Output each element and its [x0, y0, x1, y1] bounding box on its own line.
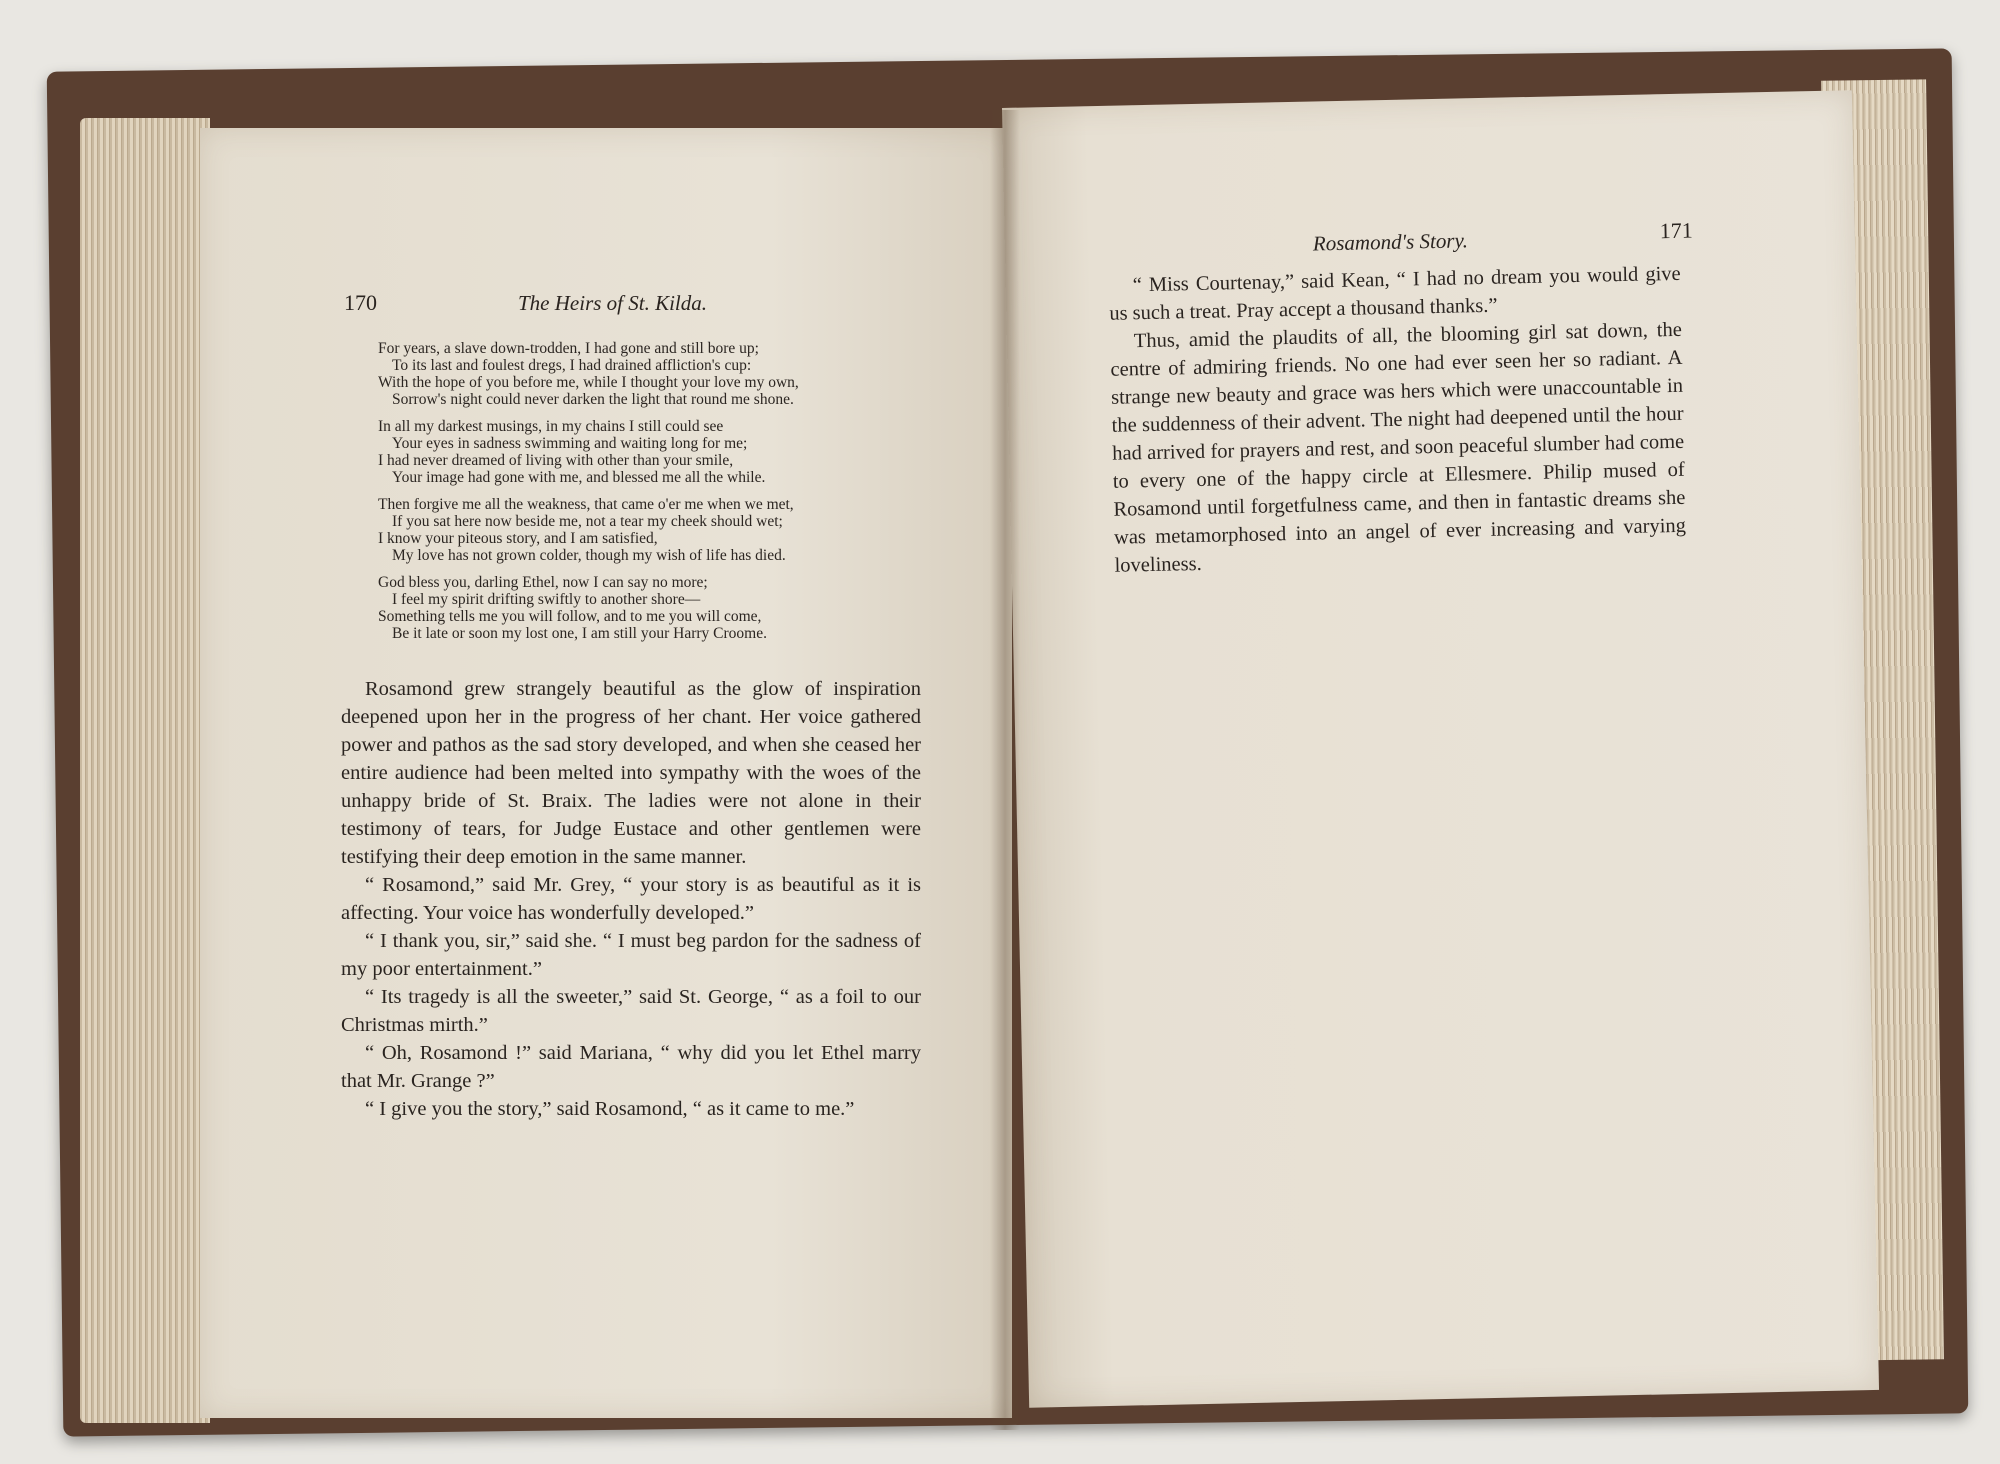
right-paragraph: “ Miss Courtenay,” said Kean, “ I had no dream you would give us such a treat. Pray accept a thousand thanks.” [1109, 262, 1681, 325]
poem-line: Sorrow's night could never darken the light that round me shone. [392, 391, 794, 408]
poem-line: Something tells me you will follow, and to me you will come, [378, 608, 762, 625]
poem-line: Your eyes in sadness swimming and waiting long for me; [392, 435, 748, 452]
left-page-text [341, 675, 921, 1123]
left-running-head: The Heirs of St. Kilda. [518, 291, 708, 315]
poem-line: With the hope of you before me, while I thought your love my own, [378, 374, 799, 391]
poem-line: In all my darkest musings, in my chains I still could see [378, 418, 724, 435]
right-page [1002, 90, 1879, 1408]
poem-line: God bless you, darling Ethel, now I can say no more; [378, 574, 708, 591]
book-gutter [990, 110, 1020, 1430]
page-edges-left [80, 118, 210, 1423]
poem-line: If you sat here now beside me, not a tear my cheek should wet; [392, 513, 783, 530]
poem [378, 340, 938, 652]
left-paragraph: “ Oh, Rosamond !” said Mariana, “ why did you let Ethel marry that Mr. Grange ?” [341, 1042, 921, 1092]
right-page-text [1108, 260, 1686, 580]
poem-stanza [378, 418, 938, 486]
right-running-head: Rosamond's Story. [1312, 228, 1469, 256]
left-paragraph: “ I give you the story,” said Rosamond, “ as it came to me.” [365, 1098, 855, 1120]
poem-line: I know your piteous story, and I am satisfied, [378, 530, 658, 547]
poem-line: Be it late or soon my lost one, I am still your Harry Croome. [392, 625, 767, 642]
poem-line: For years, a slave down-trodden, I had gone and still bore up; [378, 340, 759, 357]
left-page-number: 170 [344, 290, 377, 315]
poem-line: I had never dreamed of living with other than your smile, [378, 452, 734, 469]
poem-line: To its last and foulest dregs, I had drained affliction's cup: [392, 357, 752, 374]
poem-line: My love has not grown colder, though my wish of life has died. [392, 547, 786, 564]
poem-line: Your image had gone with me, and blessed me all the while. [392, 469, 766, 486]
left-paragraph: “ Rosamond,” said Mr. Grey, “ your story is as beautiful as it is affecting. Your voice has wonderfully developed.” [341, 874, 921, 924]
poem-stanza [378, 340, 938, 408]
poem-stanza [378, 574, 938, 642]
poem-line: Then forgive me all the weakness, that came o'er me when we met, [378, 496, 794, 513]
poem-line: I feel my spirit drifting swiftly to another shore— [392, 591, 701, 608]
right-paragraph: Thus, amid the plaudits of all, the blooming girl sat down, the centre of admiring friends. No one had ever seen her so radiant. A strange new beauty and grace was hers which were unaccountable in the suddenness of their advent. The night had deepened until the hour had arrived for prayers and rest, and soon peaceful slumber had come to every one of the happy circle at Ellesmere. Philip mused of Rosamond until forgetfulness came, and then in fantastic dreams she was metamorphosed into an angel of ever increasing and varying loveliness. [1110, 318, 1687, 577]
left-paragraph: Rosamond grew strangely beautiful as the glow of inspiration deepened upon her in the progress of her chant. Her voice gathered power and pathos as the sad story developed, and when she ceased her entire audience had been melted into sympathy with the woes of the unhappy bride of St. Braix. The ladies were not alone in their testimony of tears, for Judge Eustace and other gentlemen were testifying their deep emotion in the same manner. [341, 678, 921, 868]
left-paragraph: “ I thank you, sir,” said she. “ I must beg pardon for the sadness of my poor entertainment.” [341, 930, 921, 980]
poem-stanza [378, 496, 938, 564]
right-page-number: 171 [1659, 217, 1693, 244]
left-paragraph: “ Its tragedy is all the sweeter,” said St. George, “ as a foil to our Christmas mirth.” [341, 986, 921, 1036]
